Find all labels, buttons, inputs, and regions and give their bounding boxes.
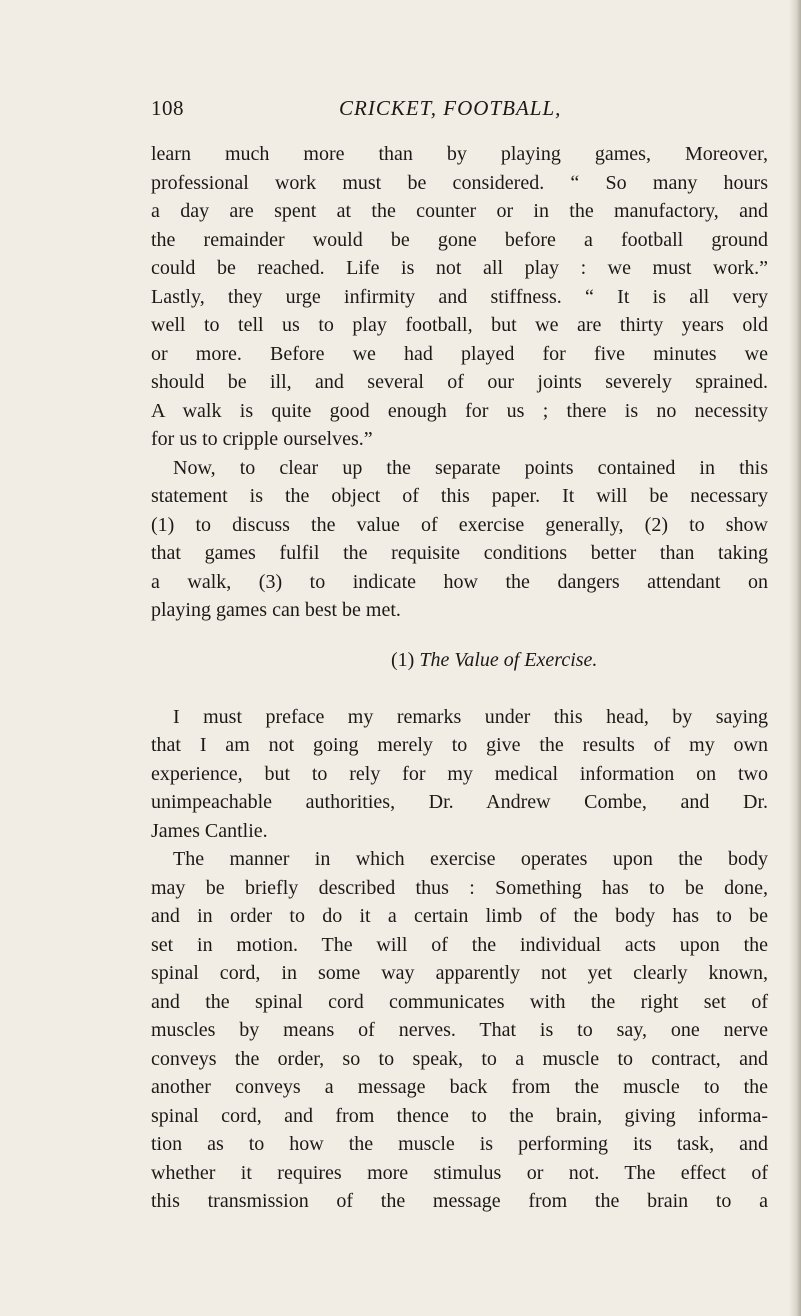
text-line: for us to cripple ourselves.” [151,428,373,450]
text-line: spinal cord, in some way apparently not yet clearly known, [151,962,768,984]
text-line: that games fulfil the requisite conditions better than taking [151,542,768,564]
paragraph-3 [151,703,768,846]
paragraph-1 [151,140,768,454]
text-line: unimpeachable authorities, Dr. Andrew Combe, and Dr. [151,791,768,813]
text-line: a day are spent at the counter or in the manufactory, and [151,200,768,222]
text-line: muscles by means of nerves. That is to say, one nerve [151,1019,768,1041]
text-line: statement is the object of this paper. It will be necessary [151,485,768,507]
text-line: experience, but to rely for my medical information on two [151,762,768,785]
text-line: Now, to clear up the separate points contained in this [173,456,768,479]
text-line: (1) to discuss the value of exercise generally, (2) to show [151,513,768,536]
text-line: another conveys a message back from the muscle to the [151,1076,768,1098]
page-header [151,96,761,126]
page-number: 108 [151,96,184,120]
running-head: CRICKET, FOOTBALL, [339,96,562,120]
paragraph-4 [151,845,768,1216]
text-line: conveys the order, so to speak, to a muscle to contract, and [151,1047,768,1070]
text-line: A walk is quite good enough for us ; there is no necessity [151,399,768,422]
text-line: and in order to do it a certain limb of the body has to be [151,905,768,927]
text-line: set in motion. The will of the individual acts upon the [151,933,768,956]
text-line: Lastly, they urge infirmity and stiffness. “ It is all very [151,285,768,308]
text-line: playing games can best be met. [151,599,401,621]
section-heading [151,625,768,703]
body-text [151,140,768,1216]
text-line: could be reached. Life is not all play : we must work.” [151,257,768,279]
text-line: James Cantlie. [151,819,268,842]
text-line: well to tell us to play football, but we are thirty years old [151,314,768,336]
section-title: The Value of Exercise. [419,648,598,671]
text-line: should be ill, and several of our joints severely sprained. [151,371,768,393]
text-line: a walk, (3) to indicate how the dangers attendant on [151,570,768,593]
text-line: learn much more than by playing games, Moreover, [151,143,768,165]
text-line: spinal cord, and from thence to the brain, giving informa- [151,1104,768,1127]
section-number: (1) [391,648,415,671]
text-line: or more. Before we had played for five minutes we [151,342,768,365]
text-line: and the spinal cord communicates with the right set of [151,990,768,1013]
text-line: professional work must be considered. “ So many hours [151,171,768,194]
text-line: I must preface my remarks under this head, by saying [173,705,768,728]
text-line: may be briefly described thus : Something has to be done, [151,876,768,899]
page-edge-shadow [789,0,801,1316]
text-line: The manner in which exercise operates upon the body [173,848,768,870]
paragraph-2 [151,454,768,625]
text-line: whether it requires more stimulus or not. The effect of [151,1161,768,1184]
text-line: that I am not going merely to give the results of my own [151,734,768,756]
text-line: the remainder would be gone before a football ground [151,228,768,251]
text-line: this transmission of the message from the brain to a [151,1190,768,1212]
text-line: tion as to how the muscle is performing its task, and [151,1133,768,1155]
